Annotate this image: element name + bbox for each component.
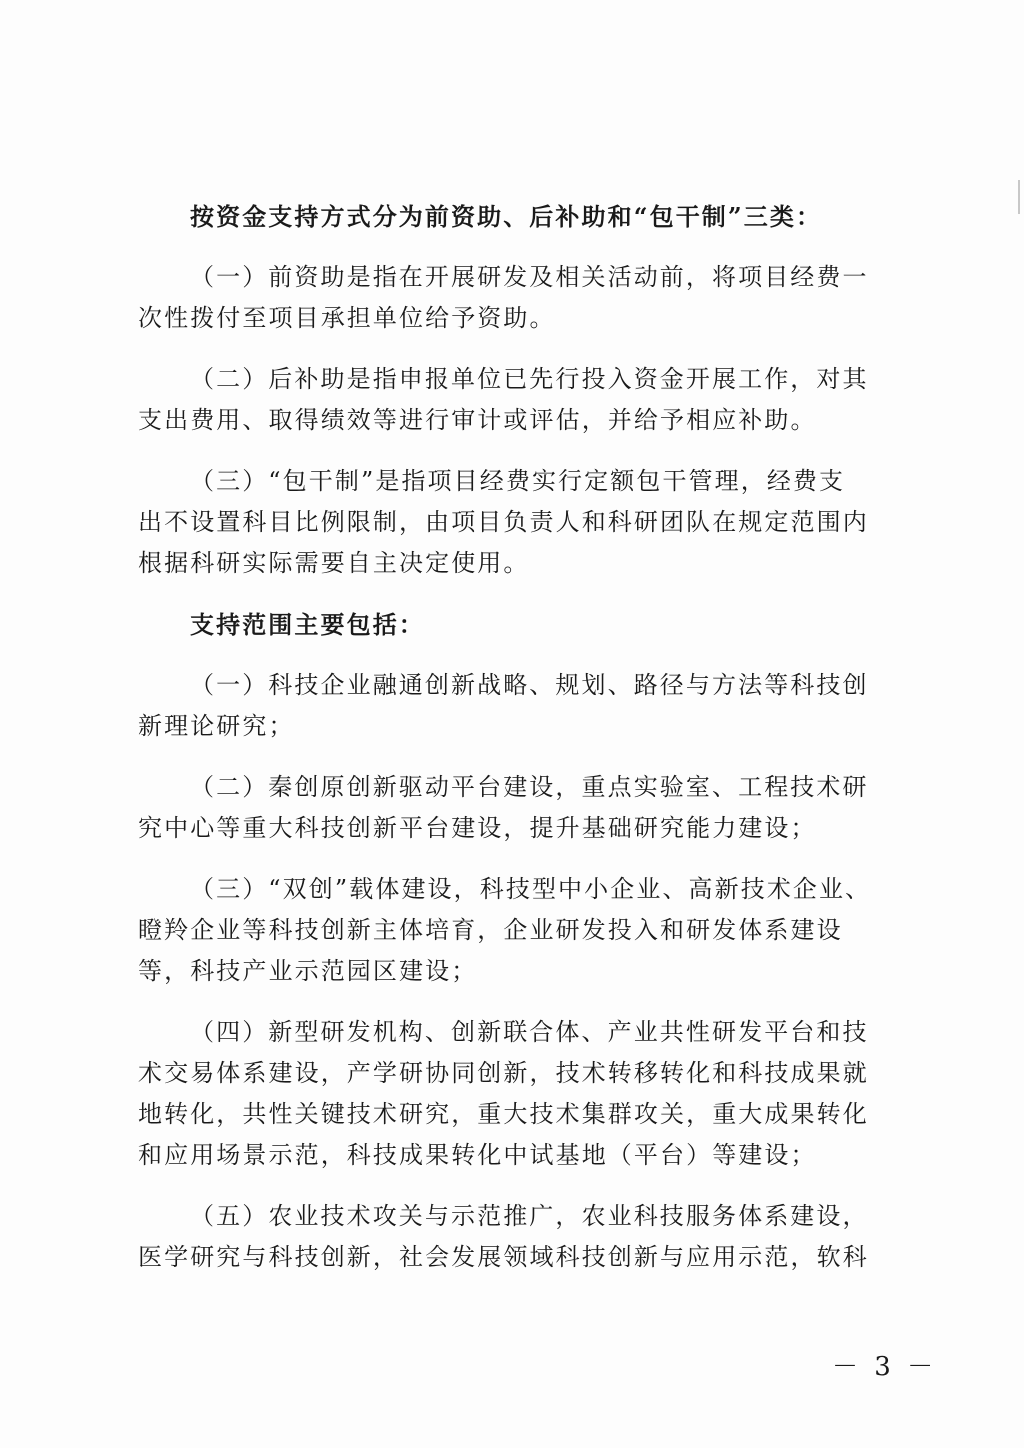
paragraph	[138, 767, 890, 849]
text-line: 新理论研究；	[138, 712, 295, 740]
section-heading	[138, 604, 890, 645]
text-line: （二）秦创原创新驱动平台建设，重点实验室、工程技术研	[190, 773, 869, 801]
text-line: 按资金支持方式分为前资助、后补助和“包干制”三类：	[190, 202, 823, 231]
text-line: （一）科技企业融通创新战略、规划、路径与方法等科技创	[190, 671, 869, 699]
paragraph-gap	[138, 441, 890, 461]
text-line: 次性拨付至项目承担单位给予资助。	[138, 304, 556, 332]
text-line: 和应用场景示范，科技成果转化中试基地（平台）等建设；	[138, 1141, 817, 1169]
text-line: 瞪羚企业等科技创新主体培育，企业研发投入和研发体系建设	[138, 916, 843, 944]
text-line: （二）后补助是指申报单位已先行投入资金开展工作，对其	[190, 365, 869, 393]
paragraph	[138, 1196, 890, 1278]
paragraph-gap	[138, 1176, 890, 1196]
paragraph-gap	[138, 849, 890, 869]
paragraph	[138, 665, 890, 747]
text-line: 医学研究与科技创新，社会发展领域科技创新与应用示范，软科	[138, 1243, 869, 1271]
section-heading	[138, 196, 890, 237]
text-line: （五）农业技术攻关与示范推广，农业科技服务体系建设，	[190, 1202, 869, 1230]
page-number: － 3 －	[832, 1352, 938, 1382]
text-line: 究中心等重大科技创新平台建设，提升基础研究能力建设；	[138, 814, 817, 842]
paragraph	[138, 869, 890, 992]
text-line: （一）前资助是指在开展研发及相关活动前，将项目经费一	[190, 263, 869, 291]
paragraph-gap	[138, 992, 890, 1012]
paragraph	[138, 1012, 890, 1176]
text-line: 地转化，共性关键技术研究，重大技术集群攻关，重大成果转化	[138, 1100, 869, 1128]
scan-edge-mark	[1018, 180, 1020, 214]
text-line: （三）“双创”载体建设，科技型中小企业、高新技术企业、	[190, 875, 872, 903]
text-line: （四）新型研发机构、创新联合体、产业共性研发平台和技	[190, 1018, 869, 1046]
paragraph-gap	[138, 584, 890, 604]
text-line: 根据科研实际需要自主决定使用。	[138, 549, 530, 577]
text-line: 支持范围主要包括：	[190, 610, 425, 639]
text-line: （三）“包干制”是指项目经费实行定额包干管理，经费支	[190, 467, 846, 495]
text-line: 出不设置科目比例限制，由项目负责人和科研团队在规定范围内	[138, 508, 869, 536]
paragraph-gap	[138, 237, 890, 257]
text-line: 支出费用、取得绩效等进行审计或评估，并给予相应补助。	[138, 406, 817, 434]
paragraph-gap	[138, 747, 890, 767]
paragraph	[138, 359, 890, 441]
text-line: 等，科技产业示范园区建设；	[138, 957, 478, 985]
text-line: 术交易体系建设，产学研协同创新，技术转移转化和科技成果就	[138, 1059, 869, 1087]
paragraph-gap	[138, 645, 890, 665]
paragraph-gap	[138, 339, 890, 359]
paragraph	[138, 461, 890, 584]
paragraph	[138, 257, 890, 339]
document-body	[138, 196, 890, 1278]
